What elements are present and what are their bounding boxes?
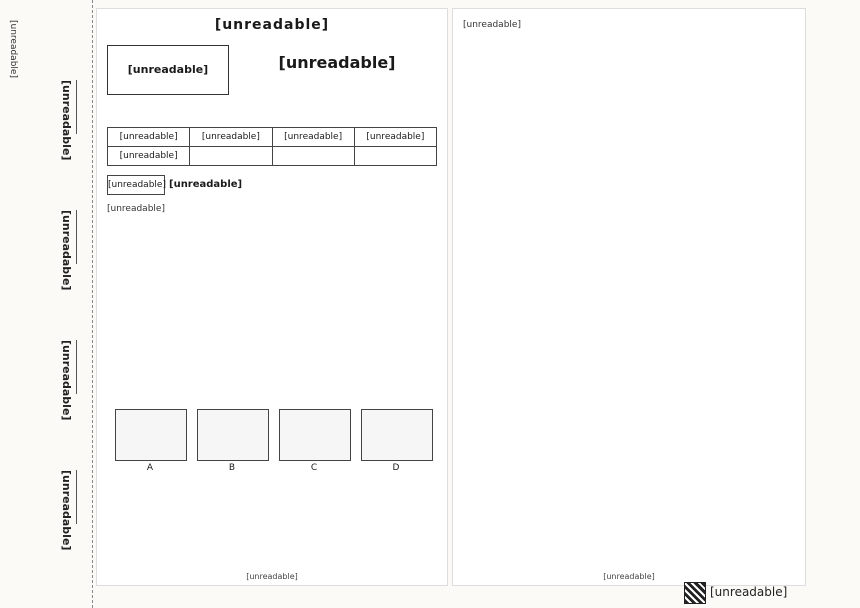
question-text: [unreadable] — [463, 20, 521, 30]
diagram-caption: B — [228, 463, 236, 473]
side-field-3: [unreadable] — [60, 340, 73, 421]
diagram-box — [279, 409, 351, 461]
subject-title: [unreadable] — [278, 53, 396, 72]
score-cell: [unreadable] — [354, 128, 436, 147]
side-field-2-line — [76, 210, 77, 264]
diagram-box — [115, 409, 187, 461]
side-field-3-line — [76, 340, 77, 394]
concept-diagram — [107, 409, 437, 477]
exam-title: [unreadable] — [214, 17, 330, 33]
diagram-box — [197, 409, 269, 461]
page-one — [96, 8, 448, 586]
side-field-1: [unreadable] — [60, 80, 73, 161]
qr-code-icon — [684, 582, 706, 604]
score-cell — [354, 147, 436, 166]
seal-notice: [unreadable] — [8, 20, 18, 78]
barcode-area: [unreadable] — [107, 45, 229, 95]
score-cell: [unreadable] — [108, 128, 190, 147]
score-cell — [272, 147, 354, 166]
diagram-caption: A — [146, 463, 154, 473]
side-field-2: [unreadable] — [60, 210, 73, 291]
score-table-row — [108, 147, 437, 166]
page-footer: [unreadable] — [603, 572, 655, 581]
score-cell — [190, 147, 272, 166]
diagram-caption: D — [392, 463, 400, 473]
score-table-header — [108, 128, 437, 147]
score-table — [107, 127, 437, 166]
seal-strip — [0, 0, 93, 608]
scanner-brand: [unreadable] — [710, 585, 788, 599]
diagram-caption: C — [310, 463, 318, 473]
page-footer: [unreadable] — [246, 572, 298, 581]
score-cell: [unreadable] — [108, 147, 190, 166]
diagram-box — [361, 409, 433, 461]
side-field-4: [unreadable] — [60, 470, 73, 551]
score-cell: [unreadable] — [272, 128, 354, 147]
page-two — [452, 8, 806, 586]
side-field-1-line — [76, 80, 77, 134]
score-chip: [unreadable] — [107, 175, 165, 195]
section-heading: [unreadable] — [169, 179, 243, 190]
score-cell: [unreadable] — [190, 128, 272, 147]
side-field-4-line — [76, 470, 77, 524]
question-text: [unreadable] — [107, 204, 165, 214]
